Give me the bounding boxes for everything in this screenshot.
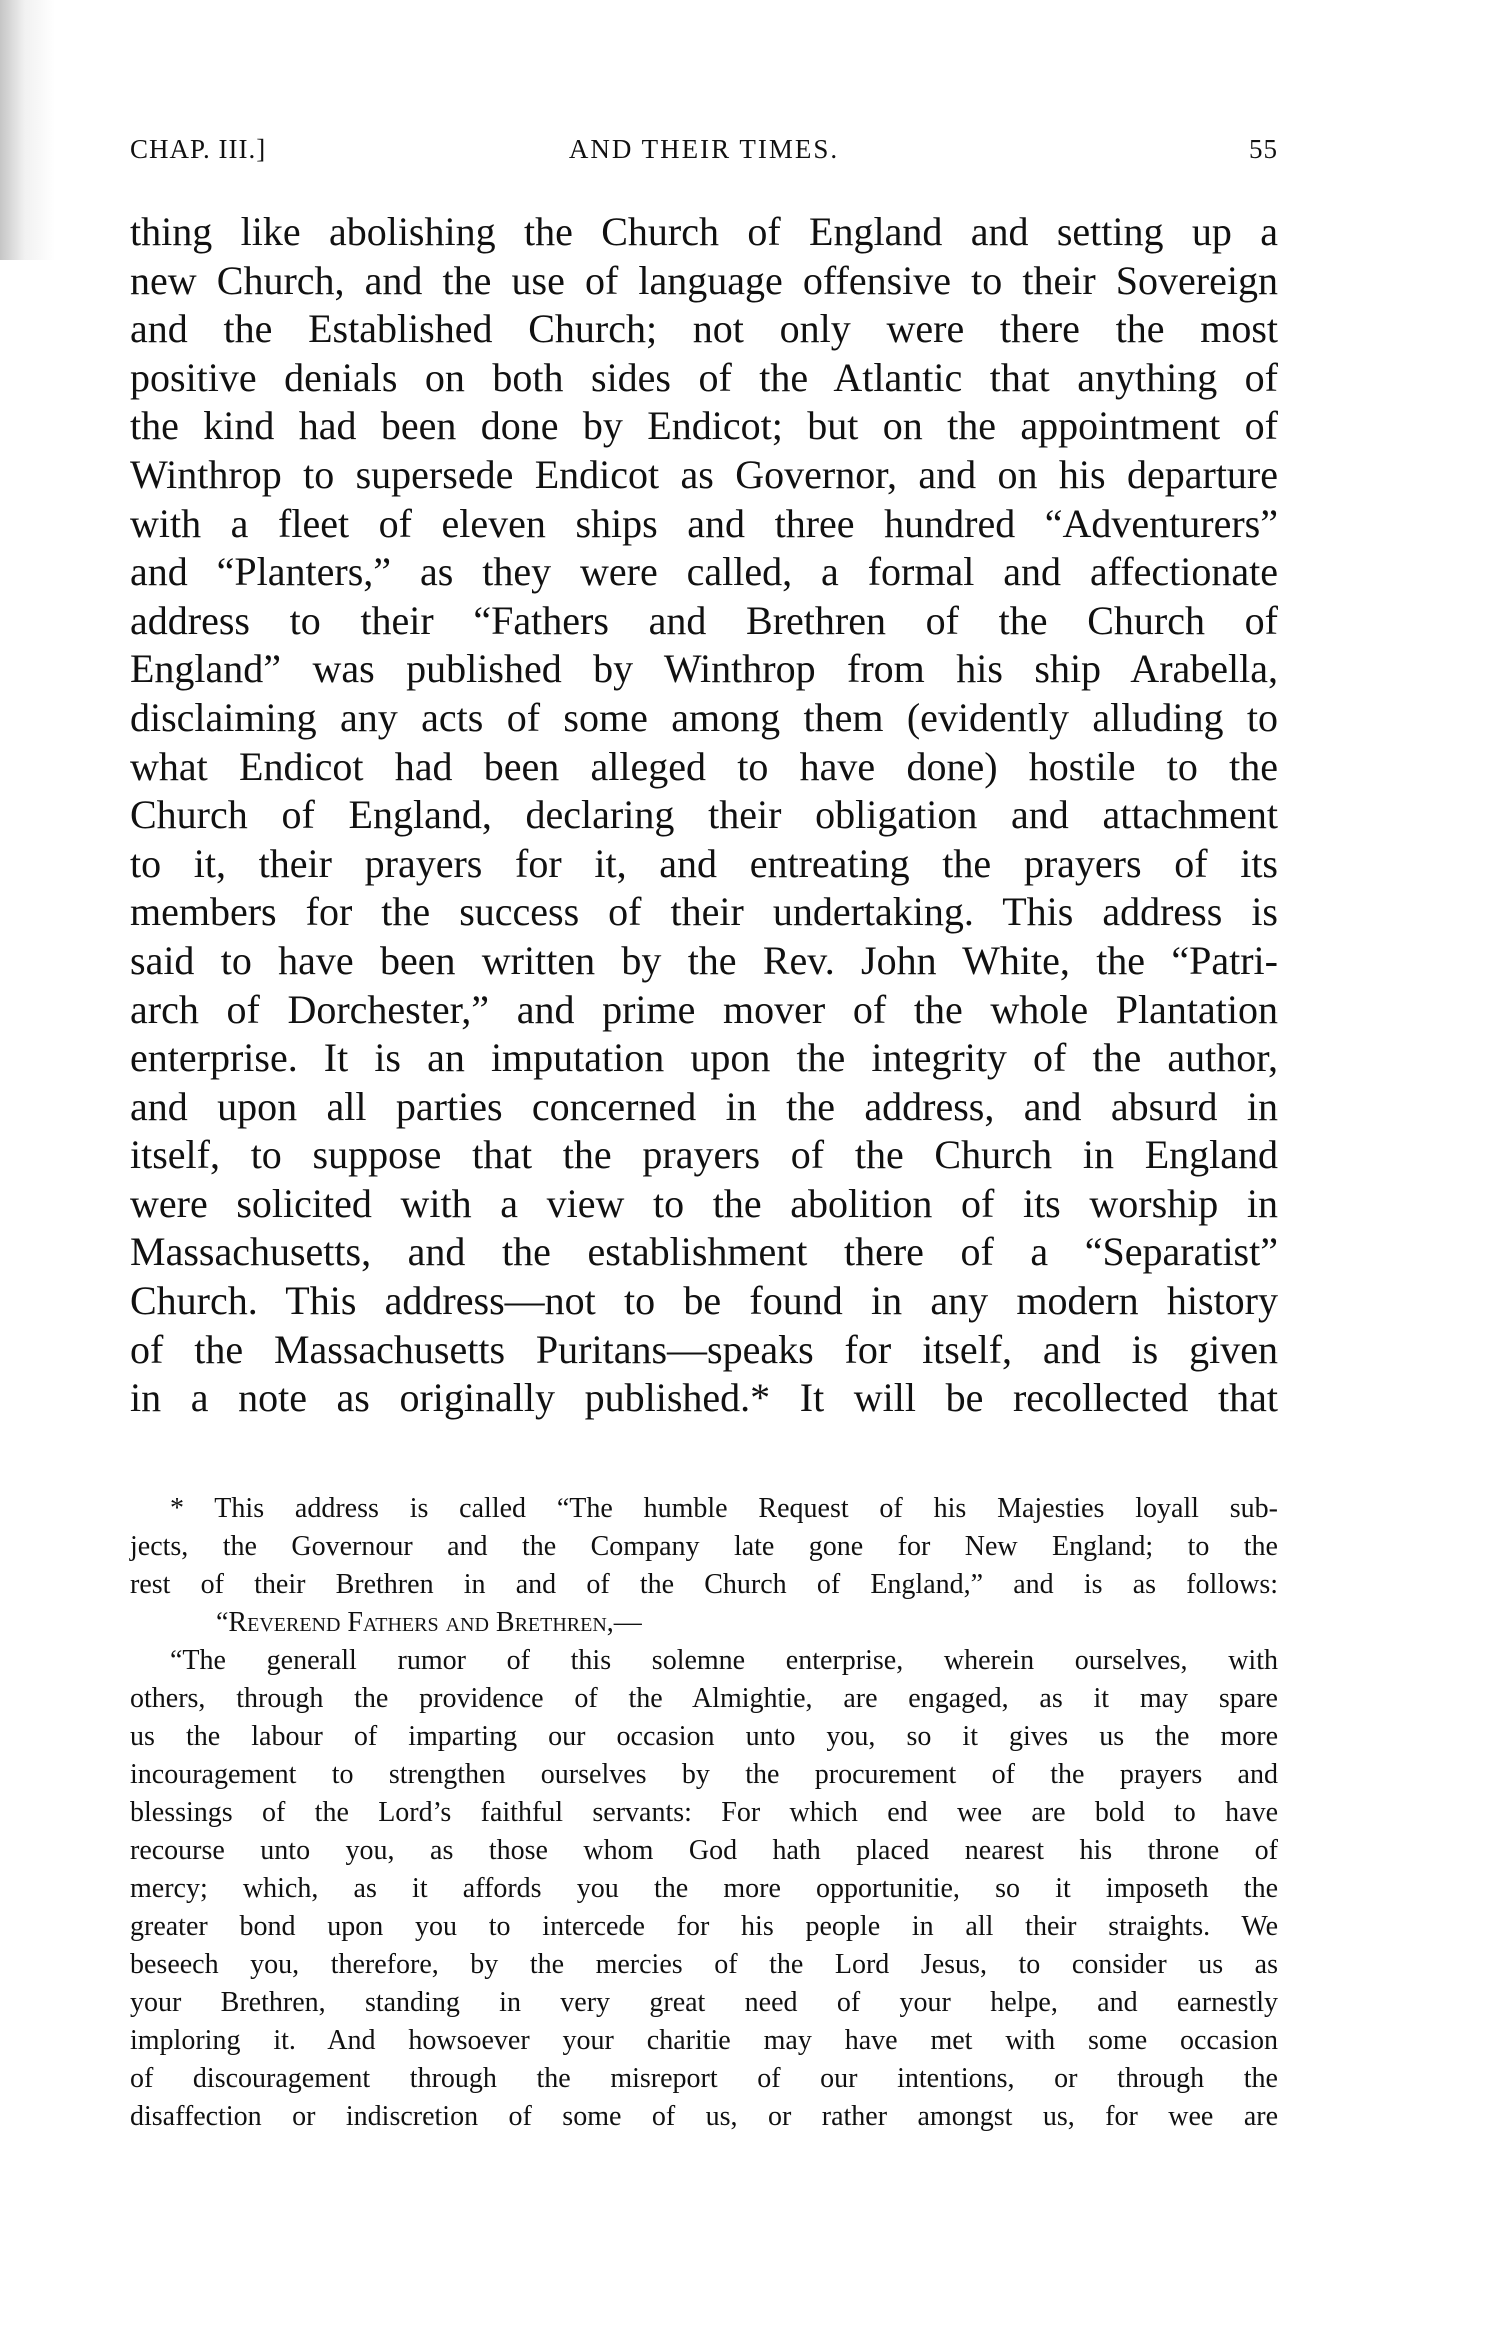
footnote-line: * This address is called “The humble Request of his Majesties loyall sub- (170, 1493, 1278, 1524)
scan-edge-shadow (0, 0, 55, 260)
footnote-line: mercy; which, as it affords you the more opportunitie, so it imposeth the (130, 1873, 1278, 1904)
body-line: England” was published by Winthrop from his ship Arabella, (130, 646, 1278, 692)
body-line: Winthrop to supersede Endicot as Governor, and on his departure (130, 451, 1278, 497)
chapter-label: CHAP. III.] (130, 134, 267, 164)
body-line: disclaiming any acts of some among them (evidently alluding to (130, 694, 1278, 740)
body-line: with a fleet of eleven ships and three hundred “Adventurers” (130, 500, 1278, 546)
footnote-line: blessings of the Lord’s faithful servants: For which end wee are bold to have (130, 1797, 1278, 1828)
body-line: Church of England, declaring their obligation and attachment (130, 792, 1278, 838)
body-line: said to have been written by the Rev. John White, the “Patri- (130, 937, 1278, 983)
footnote-line: “The generall rumor of this solemne enterprise, wherein ourselves, with (170, 1645, 1278, 1676)
body-line: of the Massachusetts Puritans—speaks for itself, and is given (130, 1326, 1278, 1372)
running-header (130, 134, 1278, 174)
footnote-line: rest of their Brethren in and of the Church of England,” and is as follows: (130, 1569, 1278, 1600)
footnote-salutation: “Reverend Fathers and Brethren,— (216, 1607, 642, 1638)
running-title: AND THEIR TIMES. (568, 134, 840, 164)
body-line: new Church, and the use of language offensive to their Sovereign (130, 257, 1278, 303)
footnote-line: jects, the Governour and the Company late gone for New England; to the (130, 1531, 1278, 1562)
body-line: to it, their prayers for it, and entreating the prayers of its (130, 840, 1278, 886)
body-line: positive denials on both sides of the Atlantic that anything of (130, 354, 1278, 400)
page-number: 55 (1249, 134, 1278, 164)
body-line: Church. This address—not to be found in any modern history (130, 1278, 1278, 1324)
body-text (130, 208, 1278, 1423)
footnote-line: incouragement to strengthen ourselves by the procurement of the prayers and (130, 1759, 1278, 1790)
footnote-line: your Brethren, standing in very great need of your helpe, and earnestly (130, 1987, 1278, 2018)
body-line: what Endicot had been alleged to have done) hostile to the (130, 743, 1278, 789)
body-line: thing like abolishing the Church of England and setting up a (130, 209, 1278, 254)
body-line: arch of Dorchester,” and prime mover of the whole Plantation (130, 986, 1278, 1032)
body-line: in a note as originally published.* It will be recollected that (130, 1375, 1278, 1421)
body-line: itself, to suppose that the prayers of the Church in England (130, 1132, 1278, 1178)
body-line: enterprise. It is an imputation upon the integrity of the author, (130, 1035, 1278, 1081)
footnote-line: others, through the providence of the Almightie, are engaged, as it may spare (130, 1683, 1278, 1714)
body-line: and “Planters,” as they were called, a formal and affectionate (130, 549, 1278, 595)
footnote-line: disaffection or indiscretion of some of us, or rather amongst us, for wee are (130, 2101, 1278, 2132)
body-line: and upon all parties concerned in the address, and absurd in (130, 1083, 1278, 1129)
body-line: Massachusetts, and the establishment there of a “Separatist” (130, 1229, 1278, 1275)
footnote-line: us the labour of imparting our occasion unto you, so it gives us the more (130, 1721, 1278, 1752)
footnote-line: imploring it. And howsoever your charitie may have met with some occasion (130, 2025, 1278, 2056)
body-line: members for the success of their undertaking. This address is (130, 889, 1278, 935)
body-line: and the Established Church; not only were there the most (130, 306, 1278, 352)
body-line: address to their “Fathers and Brethren of the Church of (130, 597, 1278, 643)
footnote-line: of discouragement through the misreport of our intentions, or through the (130, 2063, 1278, 2094)
footnote-line: recourse unto you, as those whom God hath placed nearest his throne of (130, 1835, 1278, 1866)
footnote (130, 1490, 1278, 2136)
footnote-line: beseech you, therefore, by the mercies of the Lord Jesus, to consider us as (130, 1949, 1278, 1980)
body-line: the kind had been done by Endicot; but on the appointment of (130, 403, 1278, 449)
footnote-line: greater bond upon you to intercede for his people in all their straights. We (130, 1911, 1278, 1942)
body-line: were solicited with a view to the abolition of its worship in (130, 1180, 1278, 1226)
